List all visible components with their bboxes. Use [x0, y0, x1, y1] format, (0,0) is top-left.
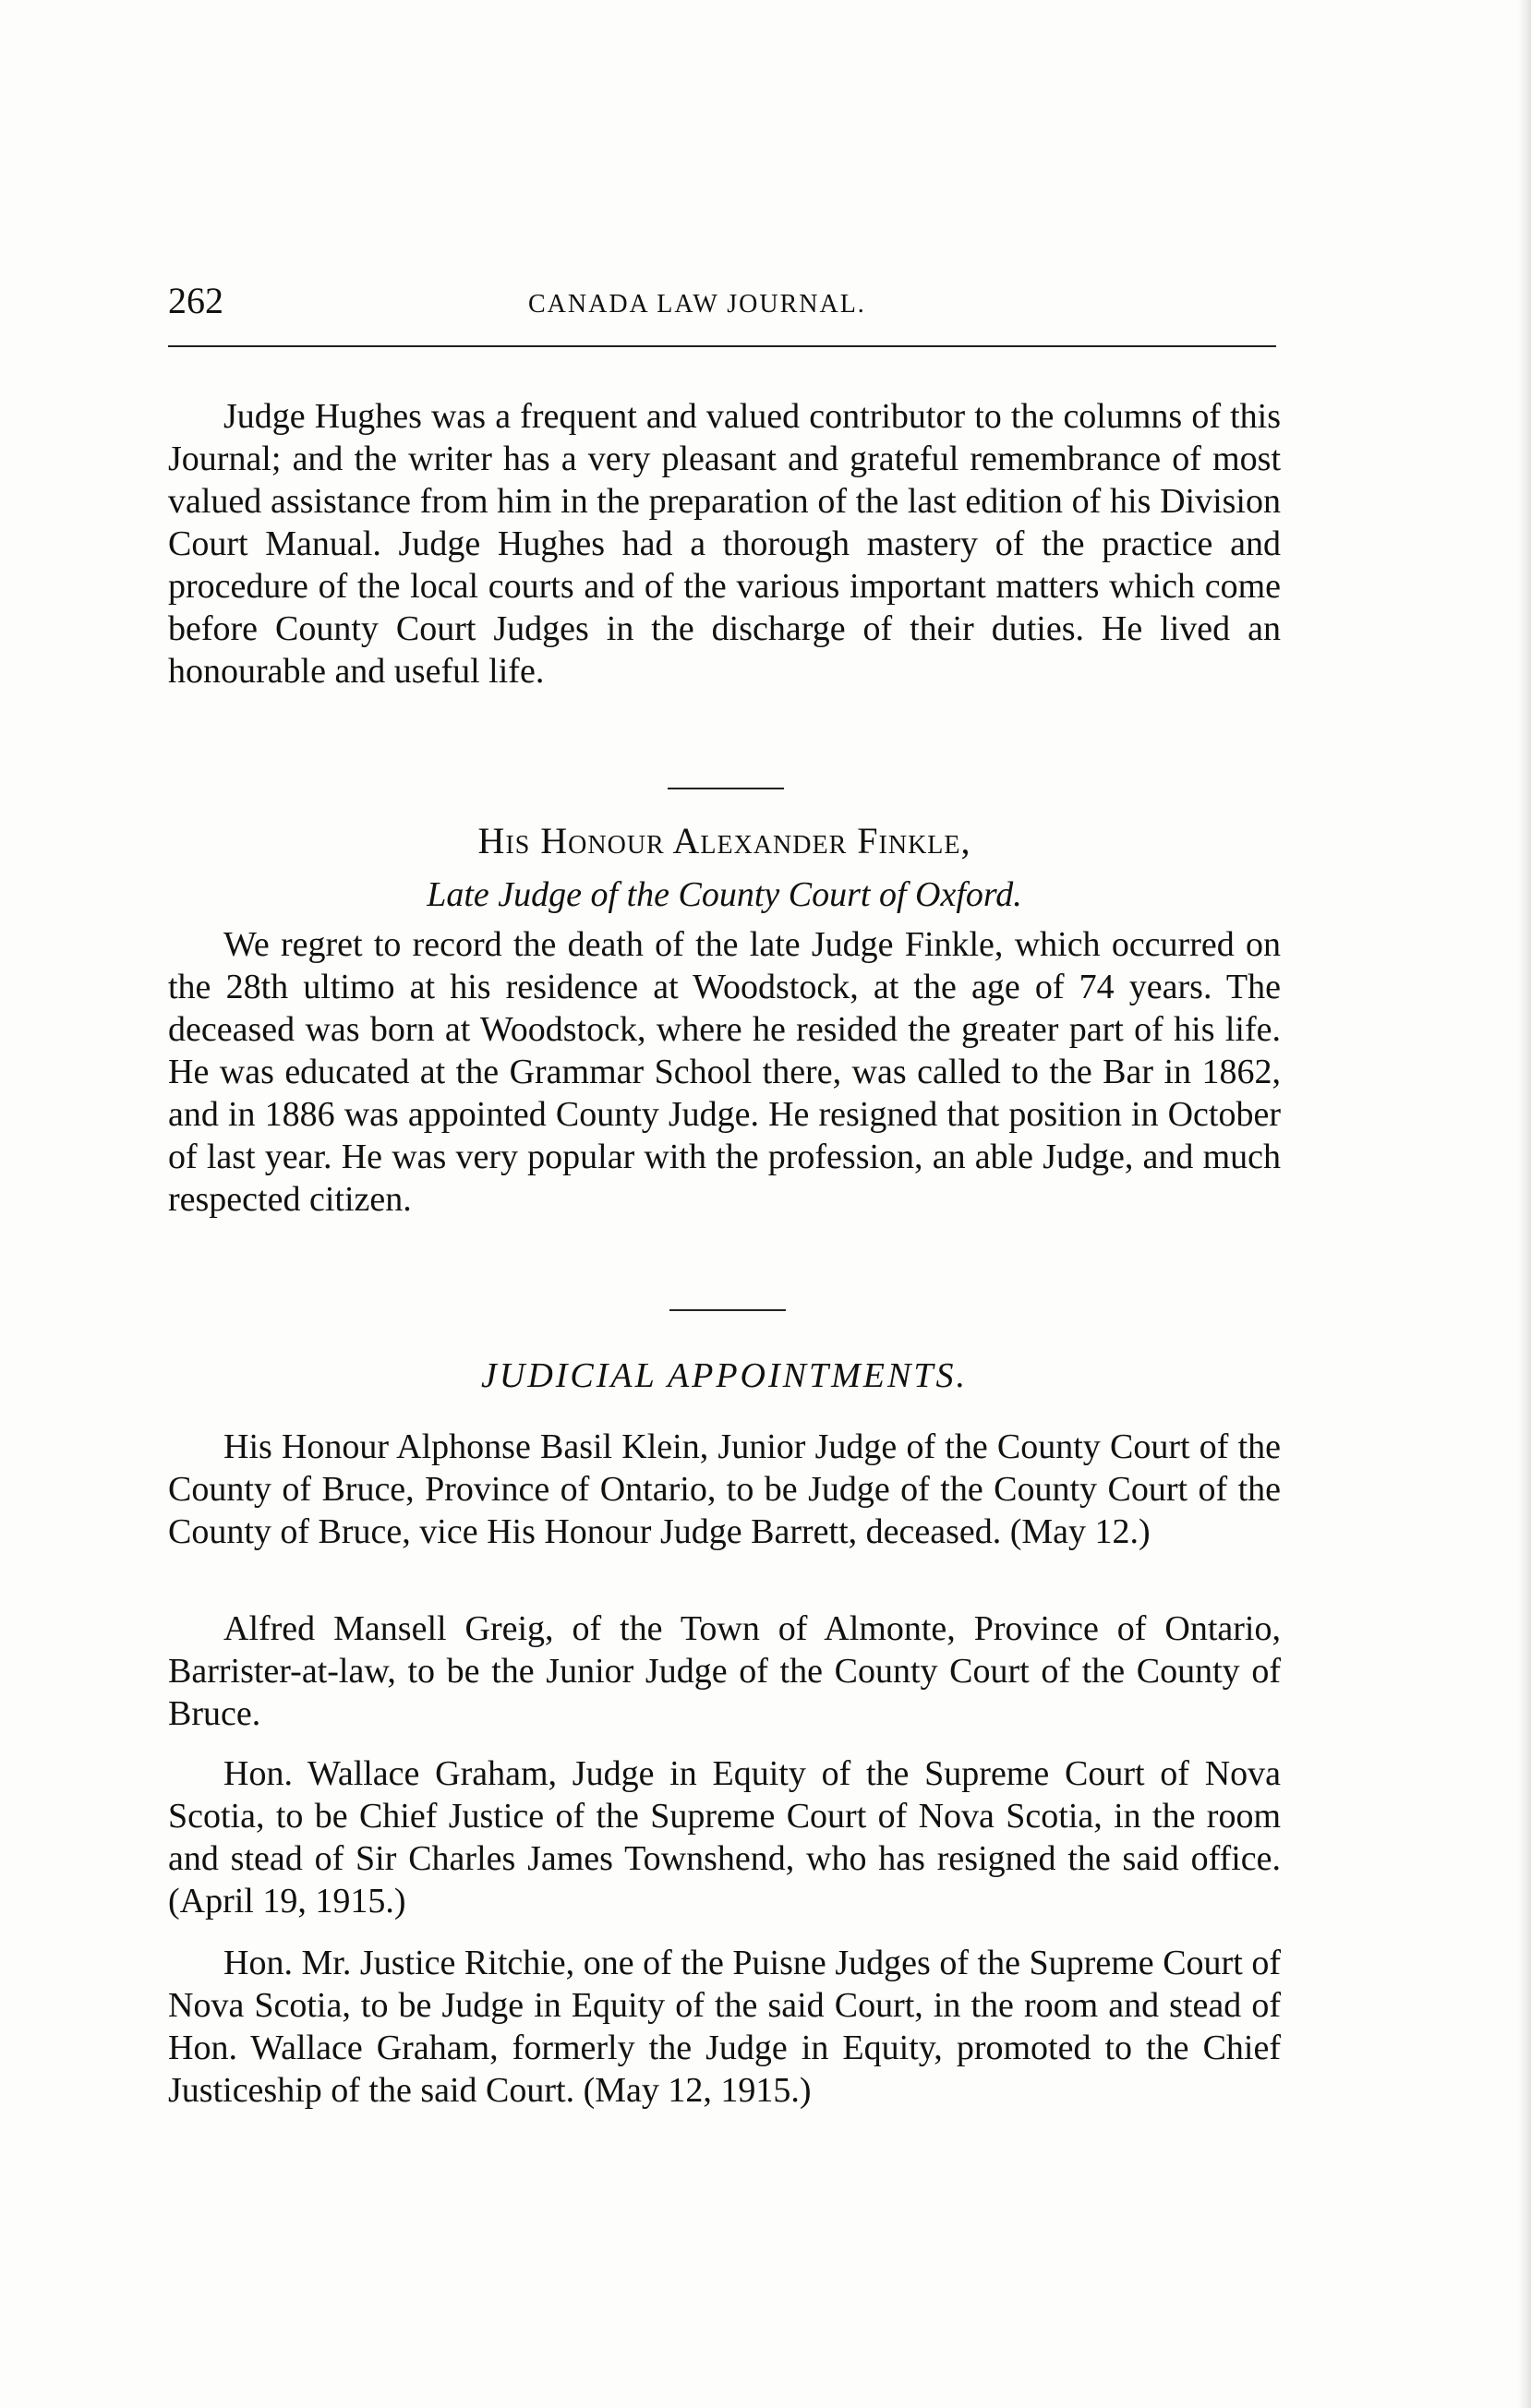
hughes-paragraph: Judge Hughes was a frequent and valued contributor to the columns of this Journal; and the writer has a very pleasant and grateful remembrance of most valued assistance from him in the preparation of the last edition of his Division Court Manual. Judge Hughes had a thorough mastery of the practice and procedure of the local courts and of the various important matters which come before County Court Judges in the discharge of their duties. He lived an honourable and useful life.: [168, 397, 1281, 691]
page-number: 262: [168, 280, 223, 321]
finkle-subtitle: Late Judge of the County Court of Oxford.: [427, 875, 1022, 914]
section-divider: [669, 1309, 786, 1311]
appointment-item: Hon. Mr. Justice Ritchie, one of the Puisne Judges of the Supreme Court of Nova Scotia, to be Judge in Equity of the said Court, in the room and stead of Hon. Wallace Graham, formerly the Judge in Equity, promoted to the Chief Justiceship of the said Court. (May 12, 1915.): [168, 1944, 1281, 2110]
appointment-item: Hon. Wallace Graham, Judge in Equity of the Supreme Court of Nova Scotia, to be Chief Justice of the Supreme Court of Nova Scotia, in the room and stead of Sir Charles James Townshend, who has resigned the said office. (April 19, 1915.): [168, 1754, 1281, 1920]
running-head: [168, 277, 1285, 332]
appointments-heading: JUDICIAL APPOINTMENTS.: [481, 1356, 968, 1395]
appointment-item: Alfred Mansell Greig, of the Town of Almonte, Province of Ontario, Barrister-at-law, to be the Junior Judge of the County Court of the County of Bruce.: [168, 1609, 1281, 1733]
page-edge-shadow: [1518, 0, 1531, 2408]
journal-title: CANADA LAW JOURNAL.: [528, 290, 866, 319]
finkle-paragraph: We regret to record the death of the late Judge Finkle, which occurred on the 28th ultimo at his residence at Woodstock, at the age of 74 years. The deceased was born at Woodstock, where he resided the greater part of his life. He was educated at the Grammar School there, was called to the Bar in 1862, and in 1886 was appointed County Judge. He resigned that position in October of last year. He was very popular with the profession, an able Judge, and much respected citizen.: [168, 925, 1281, 1219]
appointment-item: His Honour Alphonse Basil Klein, Junior Judge of the County Court of the County of Bruce, Province of Ontario, to be Judge of the County Court of the County of Bruce, vice His Honour Judge Barrett, deceased. (May 12.): [168, 1427, 1281, 1551]
section-divider: [668, 788, 784, 789]
finkle-name-heading: His Honour Alexander Finkle,: [477, 820, 971, 861]
header-rule: [168, 345, 1276, 347]
